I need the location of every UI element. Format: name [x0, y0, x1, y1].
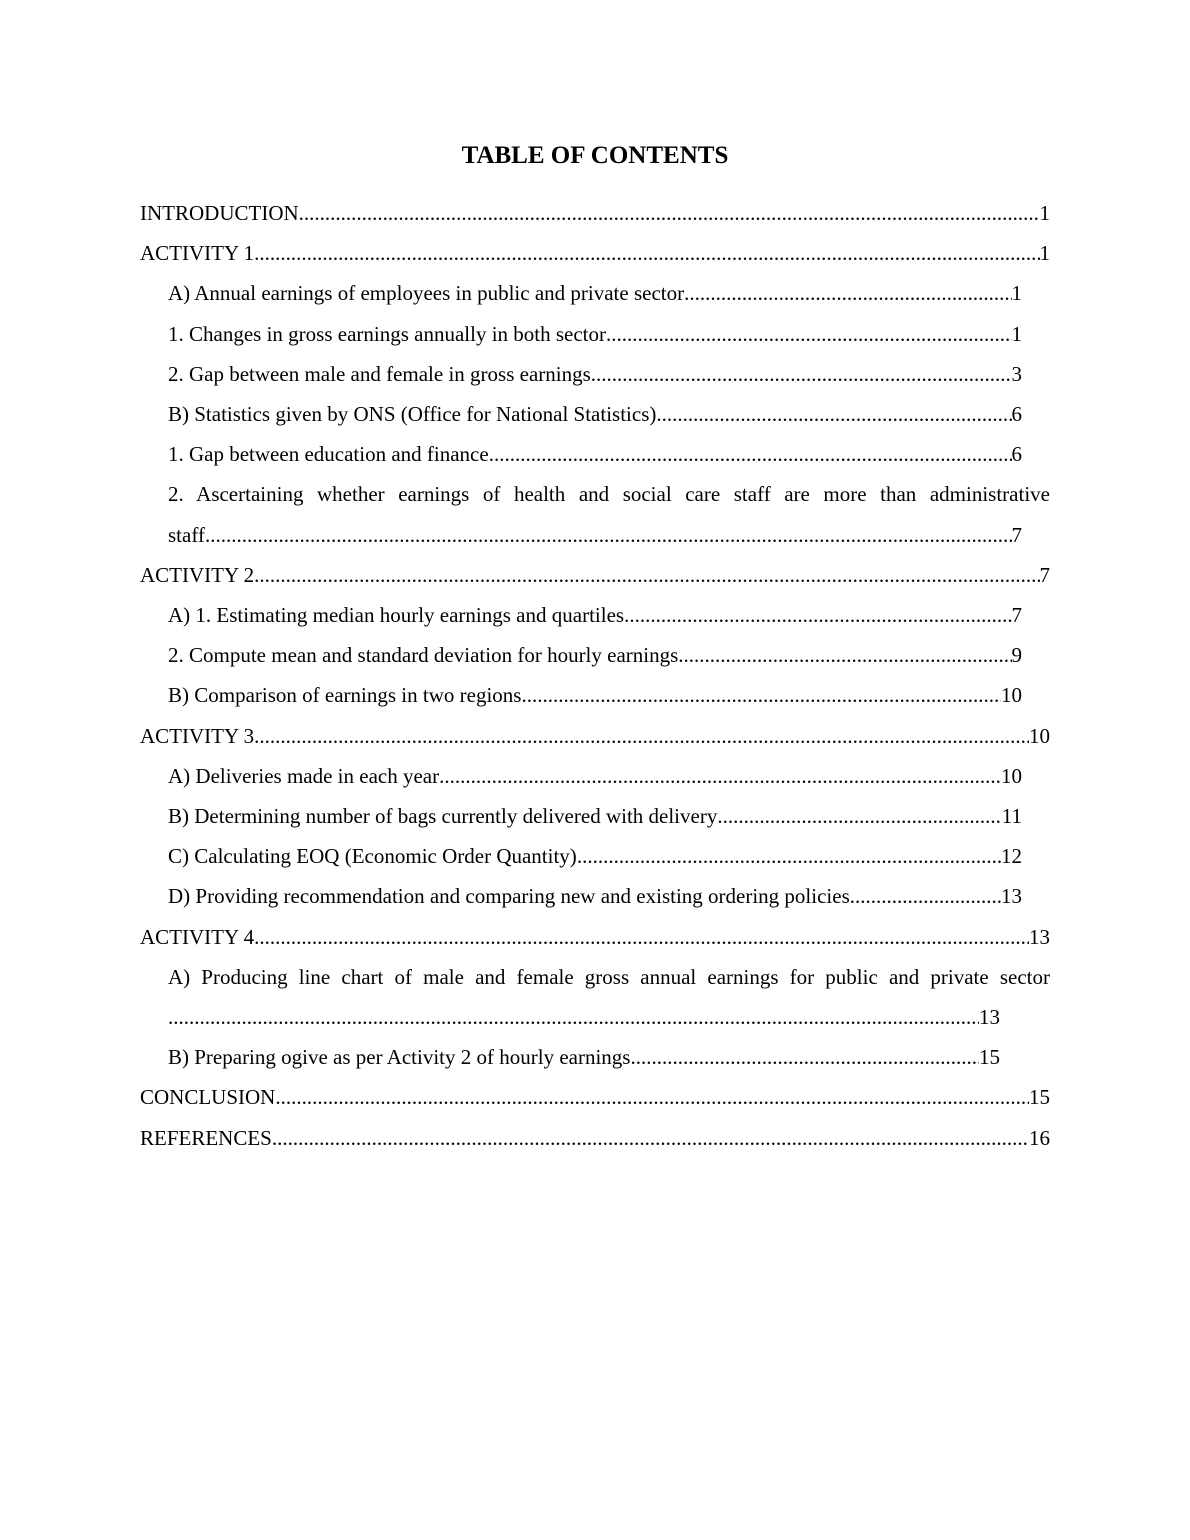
toc-page-number: 1: [1011, 281, 1022, 306]
dot-leader: [624, 595, 1011, 635]
dot-leader: [254, 716, 1029, 756]
toc-page-number: 13: [1029, 924, 1050, 949]
toc-entry-label: 2. Ascertaining whether earnings of health and social care staff are more than administrative: [168, 482, 1050, 507]
toc-page-number: 7: [1011, 522, 1022, 547]
toc-entry-label: D) Providing recommendation and comparing new and existing ordering policies: [168, 884, 850, 909]
toc-entry-activity-3[interactable]: [140, 716, 1050, 756]
toc-entry-continuation: [168, 997, 1000, 1037]
dot-leader: [577, 836, 1001, 876]
page-title: TABLE OF CONTENTS: [461, 142, 729, 169]
toc-entry-label: B) Statistics given by ONS (Office for National Statistics): [168, 402, 657, 427]
dot-leader: [630, 1037, 979, 1077]
toc-entry-label: ACTIVITY 2: [140, 562, 255, 587]
toc-entry-label: 2. Compute mean and standard deviation for hourly earnings: [168, 643, 679, 668]
dot-leader: [678, 635, 1011, 675]
dot-leader: [606, 314, 1011, 354]
toc-entry-activity-1[interactable]: [140, 233, 1050, 273]
toc-entry-label: B) Determining number of bags currently delivered with delivery: [168, 804, 718, 829]
toc-entry-regions-comparison[interactable]: [168, 675, 1022, 715]
toc-entry-ons-statistics[interactable]: [168, 394, 1022, 434]
toc-page-number: 6: [1011, 442, 1022, 467]
dot-leader: [521, 675, 1001, 715]
toc-entry-label: A) Annual earnings of employees in public and private sector: [168, 281, 685, 306]
dot-leader: [439, 756, 1001, 796]
dot-leader: [591, 354, 1012, 394]
toc-page-number: 10: [1001, 763, 1022, 788]
toc-entry-gender-gap[interactable]: [168, 354, 1022, 394]
toc-entry-education-finance-gap[interactable]: [168, 434, 1022, 474]
toc-page-number: 11: [1001, 804, 1022, 829]
toc-page-number: 3: [1011, 361, 1022, 386]
toc-entry-mean-std-dev[interactable]: [168, 635, 1022, 675]
toc-entry-label: A) Producing line chart of male and female gross annual earnings for public and private sector: [168, 964, 1050, 989]
toc-entry-bags-delivered[interactable]: [168, 796, 1022, 836]
toc-entry-activity-4[interactable]: [140, 917, 1050, 957]
dot-leader: [717, 796, 1001, 836]
toc-entry-eoq[interactable]: [168, 836, 1022, 876]
toc-entry-references[interactable]: [140, 1118, 1050, 1158]
toc-page-number: 1: [1039, 241, 1050, 266]
dot-leader: [850, 876, 1001, 916]
dot-leader: [656, 394, 1011, 434]
dot-leader: [299, 193, 1040, 233]
toc-page-number: 9: [1011, 643, 1022, 668]
toc-entry-label: ACTIVITY 1: [140, 241, 255, 266]
toc-entry-deliveries[interactable]: [168, 756, 1022, 796]
dot-leader: [254, 917, 1029, 957]
toc-entry-label: 1. Changes in gross earnings annually in both sector: [168, 321, 607, 346]
toc-entry-label: A) 1. Estimating median hourly earnings and quartiles: [168, 603, 625, 628]
toc-page-number: 13: [979, 1005, 1000, 1030]
toc-entry-label: INTRODUCTION: [140, 201, 299, 225]
toc-page-number: 15: [1029, 1085, 1050, 1110]
dot-leader: [254, 233, 1039, 273]
toc-page-number: 1: [1039, 201, 1050, 225]
toc-page-number: 1: [1011, 321, 1022, 346]
toc-page-number: 6: [1011, 402, 1022, 427]
toc-entry-introduction[interactable]: [140, 193, 1050, 233]
toc-page-number: 7: [1039, 562, 1050, 587]
toc-entry-label: ACTIVITY 3: [140, 723, 255, 748]
toc-entry-label: ACTIVITY 4: [140, 924, 255, 949]
dot-leader: [272, 1118, 1029, 1158]
toc-entry-label: 2. Gap between male and female in gross earnings: [168, 361, 591, 386]
toc-entry-health-social-care[interactable]: [168, 474, 1050, 554]
toc-entry-label: B) Preparing ogive as per Activity 2 of hourly earnings: [168, 1045, 631, 1070]
toc-page-number: 13: [1001, 884, 1022, 909]
toc-entry-label: C) Calculating EOQ (Economic Order Quantity): [168, 844, 577, 869]
toc-entry-label-continued: staff: [168, 522, 205, 547]
toc-entry-median-quartiles[interactable]: [168, 595, 1022, 635]
dot-leader: [489, 434, 1012, 474]
dot-leader: [275, 1077, 1029, 1117]
toc-entry-changes-gross-earnings[interactable]: [168, 314, 1022, 354]
toc-entry-label: B) Comparison of earnings in two regions: [168, 683, 522, 708]
dot-leader: [254, 555, 1039, 595]
toc-entry-annual-earnings[interactable]: [168, 273, 1022, 313]
toc-page-number: 10: [1001, 683, 1022, 708]
toc-entry-label: REFERENCES: [140, 1125, 272, 1150]
table-of-contents: [140, 193, 1050, 1158]
toc-entry-activity-2[interactable]: [140, 555, 1050, 595]
toc-entry-ogive[interactable]: [168, 1037, 1000, 1077]
toc-entry-label: CONCLUSION: [140, 1085, 276, 1110]
dot-leader: [684, 273, 1011, 313]
toc-entry-continuation: [168, 515, 1022, 555]
toc-page-number: 12: [1001, 844, 1022, 869]
toc-page-number: 16: [1029, 1125, 1050, 1150]
toc-entry-line-chart[interactable]: [168, 957, 1050, 1037]
dot-leader: [205, 515, 1012, 555]
dot-leader: [168, 997, 979, 1037]
toc-entry-recommendation[interactable]: [168, 876, 1022, 916]
toc-entry-label: A) Deliveries made in each year: [168, 763, 440, 788]
toc-page-number: 10: [1029, 723, 1050, 748]
toc-page-number: 7: [1011, 603, 1022, 628]
toc-entry-conclusion[interactable]: [140, 1077, 1050, 1117]
toc-page-number: 15: [979, 1045, 1000, 1070]
toc-entry-label: 1. Gap between education and finance: [168, 442, 489, 467]
